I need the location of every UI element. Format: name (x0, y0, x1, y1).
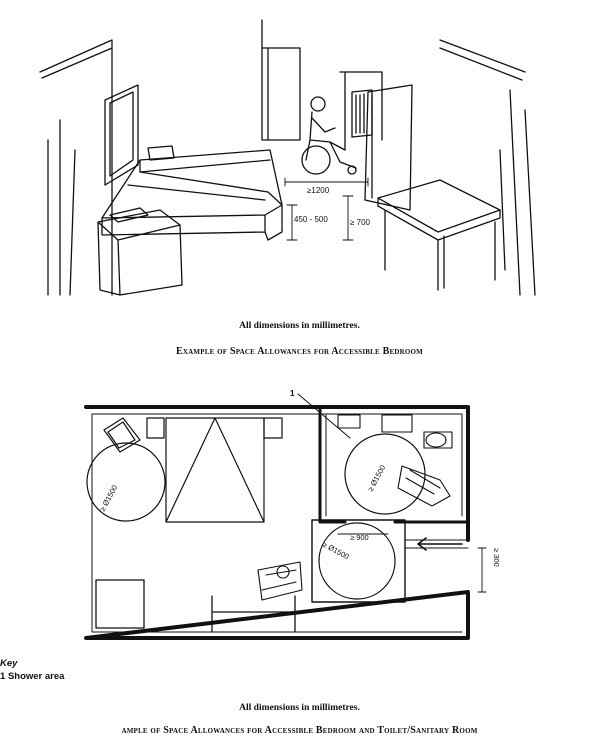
bottom-dimensions-note: All dimensions in millimetres. (239, 703, 360, 713)
key-item (0, 671, 64, 682)
nightstand-plan (147, 418, 282, 438)
dim-turning-circle-bathroom: ≥ Ø1500 (365, 463, 388, 493)
callout-number: 1 (290, 389, 295, 398)
bathroom-partition (320, 407, 468, 522)
dim-turning-circle-entry: ≥ Ø1500 (321, 539, 351, 562)
dim-door-width: ≥ 900 (350, 533, 369, 542)
dim-door-side: ≥ 300 (492, 548, 501, 567)
dim-clear-width: ≥1200 (307, 186, 330, 195)
wheelchair-plan-bath (398, 466, 450, 506)
turning-circle-bathroom (345, 434, 425, 514)
bottom-figure-caption: ample of Space Allowances for Accessible Bedroom and Toilet/Sanitary Room (121, 725, 478, 736)
bed-plan (166, 418, 264, 522)
side-table-plan (96, 580, 144, 628)
wheelchair-plan-bedroom (258, 562, 302, 600)
top-dimensions-note: All dimensions in millimetres. (239, 321, 360, 331)
callout-leader (298, 394, 350, 438)
door-side-dim (478, 548, 486, 592)
top-figure-caption: Example of Space Allowances for Accessible Bedroom (176, 346, 423, 357)
bath-fixtures (338, 415, 452, 448)
key-item-number: 1 (0, 671, 6, 682)
dim-bed-height: 450 - 500 (294, 215, 328, 224)
key-item-label: Shower area (7, 671, 65, 682)
dim-turning-circle-bedroom: ≥ Ø1500 (97, 483, 120, 513)
key-title: Key (0, 658, 18, 669)
dim-table-height: ≥ 700 (350, 218, 370, 227)
toilet (426, 433, 446, 447)
